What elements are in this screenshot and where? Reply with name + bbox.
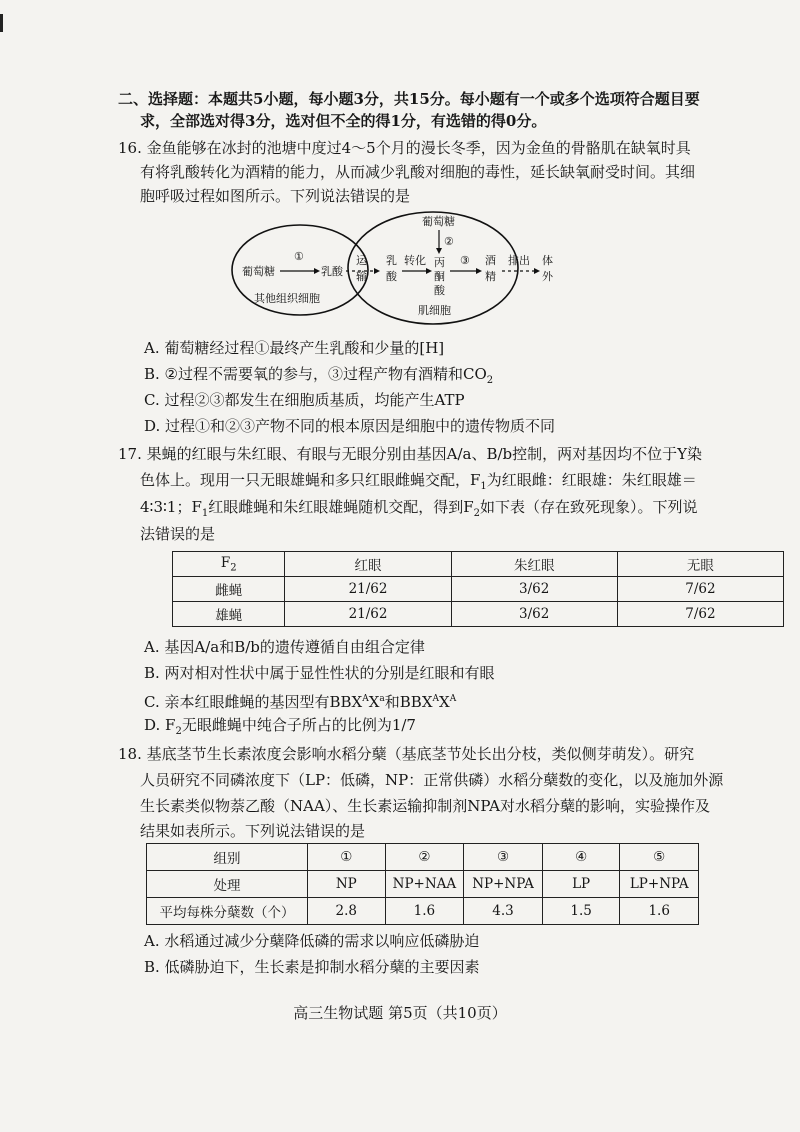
table-cell: 7/62 (617, 602, 783, 627)
q17-stem-line2: 色体上。现用一只无眼雄蝇和多只红眼雌蝇交配，$F_1$为红眼雌：红眼雄：朱红眼雄＝ (140, 471, 697, 492)
table-corner: $F_2$ (173, 552, 285, 577)
table-cell: ① (307, 844, 385, 871)
transport-label-2: 输 (356, 270, 367, 283)
q18-option-b: B. 低磷胁迫下，生长素是抑制水稻分蘖的主要因素 (144, 958, 480, 976)
table-cell: 21/62 (285, 602, 451, 627)
table-row (173, 552, 784, 577)
pyruvate-1: 丙 (434, 256, 445, 269)
left-lactate: 乳酸 (321, 265, 343, 278)
other-cell-label: 其他组织细胞 (254, 292, 320, 305)
q16-option-d: D. 过程①和②③产物不同的根本原因是细胞中的遗传物质不同 (144, 417, 556, 435)
ethanol-2: 精 (485, 270, 496, 283)
step3-label: ③ (460, 254, 470, 267)
table-cell: LP (542, 871, 620, 898)
table-cell: ⑤ (620, 844, 699, 871)
q18-stem-line4: 结果如表所示。下列说法错误的是 (140, 822, 366, 840)
table-cell: NP+NPA (464, 871, 543, 898)
q17-option-d: D. $F_2$无眼雌蝇中纯合子所占的比例为1/7 (144, 716, 416, 737)
right-lactate-2: 酸 (386, 270, 397, 283)
muscle-cell-label: 肌细胞 (418, 304, 451, 317)
q17-option-c: C. 亲本红眼雌蝇的基因型有$BBX^AX^a$和$BBX^AX^A$ (144, 693, 457, 711)
table-row (147, 871, 699, 898)
excrete-label: 排出 (508, 254, 530, 267)
left-glucose: 葡萄糖 (242, 265, 275, 278)
table-cell: ④ (542, 844, 620, 871)
table-cell: NP+NAA (385, 871, 464, 898)
step2-label: ② (444, 235, 454, 248)
tiller-table (146, 843, 699, 925)
q16-option-a: A. 葡萄糖经过程①最终产生乳酸和少量的[H] (144, 339, 445, 357)
table-cell: 4.3 (464, 898, 543, 925)
q18-option-a: A. 水稻通过减少分蘖降低磷的需求以响应低磷胁迫 (144, 932, 480, 950)
table-cell: 7/62 (617, 577, 783, 602)
table-row (147, 844, 699, 871)
page-footer: 高三生物试题 第5页（共10页） (293, 1004, 507, 1022)
q18-stem-line2: 人员研究不同磷浓度下（LP：低磷，NP：正常供磷）水稻分蘖数的变化，以及施加外源 (140, 771, 724, 789)
table-row (147, 898, 699, 925)
table-row (173, 602, 784, 627)
respiration-diagram (228, 208, 568, 326)
q16-option-c: C. 过程②③都发生在细胞质基质，均能产生ATP (144, 391, 465, 409)
outside-1: 体 (542, 254, 553, 267)
row-label-male: 雄蝇 (173, 602, 285, 627)
row-label-treatment: 处理 (147, 871, 308, 898)
q17-option-b: B. 两对相对性状中属于显性性状的分别是红眼和有眼 (144, 664, 495, 682)
table-cell: 1.6 (385, 898, 464, 925)
section-header-line1: 二、选择题：本题共5小题，每小题3分，共15分。每小题有一个或多个选项符合题目要 (118, 90, 700, 108)
q16-option-b: B. ②过程不需要氧的参与，③过程产物有酒精和$CO_2$ (144, 365, 494, 386)
q17-stem-line1: 17. 果蝇的红眼与朱红眼、有眼与无眼分别由基因A/a、B/b控制，两对基因均不位于Y染 (118, 445, 703, 463)
right-lactate-1: 乳 (386, 254, 397, 267)
q16-stem-line2: 有将乳酸转化为酒精的能力，从而减少乳酸对细胞的毒性，延长缺氧耐受时间。其细 (140, 163, 696, 181)
convert-label: 转化 (404, 254, 426, 267)
row-label-tillers: 平均每株分蘖数（个） (147, 898, 308, 925)
header-no-eye: 无眼 (617, 552, 783, 577)
table-cell: 21/62 (285, 577, 451, 602)
q17-stem-line4: 法错误的是 (140, 525, 216, 543)
table-row (173, 577, 784, 602)
table-cell: 3/62 (451, 602, 617, 627)
table-cell: 1.6 (620, 898, 699, 925)
table-cell: NP (307, 871, 385, 898)
q16-stem-line1: 16. 金鱼能够在冰封的池塘中度过4～5个月的漫长冬季，因为金鱼的骨骼肌在缺氧时具 (118, 139, 691, 157)
scan-edge-mark (0, 14, 3, 32)
q16-stem-line3: 胞呼吸过程如图所示。下列说法错误的是 (140, 187, 411, 205)
table-cell: ③ (464, 844, 543, 871)
transport-label-1: 运 (356, 254, 367, 267)
ethanol-1: 酒 (485, 254, 496, 267)
table-cell: ② (385, 844, 464, 871)
q18-stem-line3: 生长素类似物萘乙酸（NAA）、生长素运输抑制剂NPA对水稻分蘖的影响，实验操作及 (140, 797, 710, 815)
row-label-group: 组别 (147, 844, 308, 871)
step1-label: ① (294, 250, 304, 263)
q18-stem-line1: 18. 基底茎节生长素浓度会影响水稻分蘖（基底茎节处长出分枝，类似侧芽萌发）。研究 (118, 745, 695, 763)
header-red-eye: 红眼 (285, 552, 451, 577)
f2-table (172, 551, 784, 627)
table-cell: 2.8 (307, 898, 385, 925)
q17-option-a: A. 基因A/a和B/b的遗传遵循自由组合定律 (144, 638, 425, 656)
section-header-line2: 求，全部选对得3分，选对但不全的得1分，有选错的得0分。 (140, 112, 547, 130)
pyruvate-3: 酸 (434, 284, 445, 297)
table-cell: 3/62 (451, 577, 617, 602)
right-glucose: 葡萄糖 (422, 215, 455, 228)
outside-2: 外 (542, 270, 553, 283)
table-cell: LP+NPA (620, 871, 699, 898)
header-cinnabar-eye: 朱红眼 (451, 552, 617, 577)
q17-stem-line3: 4∶3∶1；$F_1$红眼雌蝇和朱红眼雄蝇随机交配，得到$F_2$如下表（存在致死现象）。下列说 (140, 498, 698, 519)
table-cell: 1.5 (542, 898, 620, 925)
pyruvate-2: 酮 (434, 270, 445, 283)
row-label-female: 雌蝇 (173, 577, 285, 602)
